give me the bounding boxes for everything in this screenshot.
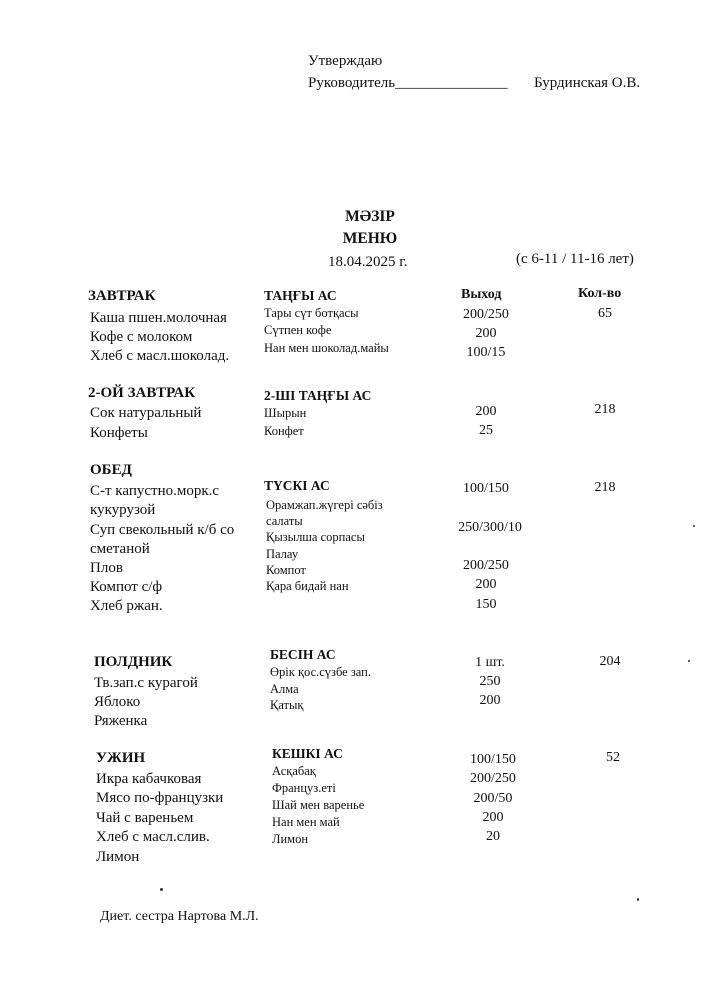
dish-kz: Асқабақ	[272, 764, 316, 778]
dish-ru: Плов	[90, 560, 123, 576]
dish-ru: Сок натуральный	[90, 405, 202, 421]
dish-ru: Ряженка	[94, 713, 148, 729]
dish-output: 200	[479, 693, 501, 708]
section-qty: 218	[594, 480, 616, 495]
dish-ru: Лимон	[96, 849, 140, 865]
menu-date: 18.04.2025 г.	[328, 254, 408, 270]
dish-kz: Шай мен варенье	[272, 798, 365, 812]
dish-ru: Хлеб ржан.	[90, 598, 163, 614]
dish-kz: Нан мен шоколад.майы	[264, 341, 389, 355]
dish-ru: Яблоко	[94, 694, 141, 710]
dish-output: 250/300/10	[458, 520, 522, 535]
header-output: Выход	[461, 287, 502, 302]
title-ru: МЕНЮ	[342, 230, 398, 247]
approval-role: Руководитель_______________	[308, 75, 508, 91]
approval-name: Бурдинская О.В.	[534, 75, 641, 91]
age-group: (с 6-11 / 11-16 лет)	[516, 251, 634, 267]
footer-signature: Диет. сестра Нартова М.Л.	[100, 909, 259, 924]
scan-speck	[160, 888, 163, 891]
scan-speck	[637, 898, 639, 901]
dish-output: 1 шт.	[475, 655, 505, 670]
dish-kz: Конфет	[264, 424, 304, 438]
dish-kz: Алма	[270, 682, 299, 696]
dish-ru: кукурузой	[90, 502, 156, 518]
dish-output: 200	[475, 404, 497, 419]
dish-output: 200/250	[463, 558, 509, 573]
dish-kz: Компот	[266, 563, 306, 577]
dish-kz: Нан мен май	[272, 815, 340, 829]
dish-ru: Каша пшен.молочная	[90, 310, 227, 326]
dish-ru: Тв.зап.с курагой	[94, 675, 198, 691]
dish-output: 200	[482, 810, 504, 825]
dish-ru: сметаной	[90, 541, 150, 557]
approval-label: Утверждаю	[308, 53, 383, 69]
scan-speck	[688, 660, 690, 662]
section-title-kz: ТАҢҒЫ АС	[264, 288, 337, 303]
header-qty: Кол-во	[578, 286, 622, 301]
dish-output: 100/15	[466, 345, 506, 360]
section-title-ru: УЖИН	[96, 750, 146, 766]
dish-output: 25	[479, 423, 493, 438]
dish-output: 20	[486, 829, 500, 844]
dish-kz: Өрік қос.сүзбе зап.	[270, 665, 371, 679]
section-title-ru: ОБЕД	[90, 462, 132, 478]
dish-output: 200	[475, 577, 497, 592]
scan-speck	[693, 525, 695, 527]
section-qty: 65	[598, 306, 612, 321]
section-qty: 218	[594, 402, 616, 417]
dish-ru: Икра кабачковая	[96, 771, 202, 787]
dish-kz: Шырын	[264, 406, 307, 420]
dish-kz: Қызылша сорпасы	[266, 530, 365, 544]
section-title-ru: ПОЛДНИК	[94, 654, 173, 670]
dish-kz: Тары сүт ботқасы	[264, 306, 359, 320]
dish-output: 200/250	[470, 771, 516, 786]
dish-kz: Сүтпен кофе	[264, 323, 332, 337]
dish-ru: Хлеб с масл.слив.	[96, 829, 210, 845]
dish-output: 150	[475, 597, 497, 612]
section-title-ru: ЗАВТРАК	[88, 288, 156, 304]
dish-output: 200/250	[463, 307, 509, 322]
section-title-kz: 2-ШІ ТАҢҒЫ АС	[264, 388, 372, 403]
dish-ru: Чай с вареньем	[96, 810, 194, 826]
dish-kz: Лимон	[272, 832, 309, 846]
dish-ru: Компот с/ф	[90, 579, 163, 595]
title-kz: МӘЗІР	[345, 208, 395, 225]
dish-ru: Суп свекольный к/б со	[90, 522, 235, 538]
dish-output: 200	[475, 326, 497, 341]
section-title-kz: БЕСІН АС	[270, 647, 336, 662]
dish-kz: Француз.еті	[272, 781, 336, 795]
dish-output: 100/150	[463, 481, 509, 496]
dish-ru: Мясо по-французки	[96, 790, 224, 806]
dish-kz: салаты	[266, 514, 303, 528]
dish-kz: Палау	[266, 547, 299, 561]
dish-ru: Кофе с молоком	[90, 329, 193, 345]
dish-ru: Хлеб с масл.шоколад.	[90, 348, 230, 364]
section-qty: 204	[599, 654, 621, 669]
dish-kz: Қатық	[270, 698, 304, 712]
dish-output: 200/50	[473, 791, 513, 806]
dish-output: 250	[479, 674, 501, 689]
section-title-ru: 2-ОЙ ЗАВТРАК	[88, 385, 196, 401]
section-qty: 52	[606, 750, 620, 765]
dish-kz: Қара бидай нан	[266, 579, 349, 593]
dish-ru: Конфеты	[90, 425, 148, 441]
section-title-kz: ТҮСКІ АС	[264, 478, 330, 493]
dish-kz: Орамжап.жүгері сәбіз	[266, 498, 383, 512]
section-title-kz: КЕШКІ АС	[272, 746, 343, 761]
dish-ru: С-т капустно.морк.с	[90, 483, 220, 499]
dish-output: 100/150	[470, 752, 516, 767]
